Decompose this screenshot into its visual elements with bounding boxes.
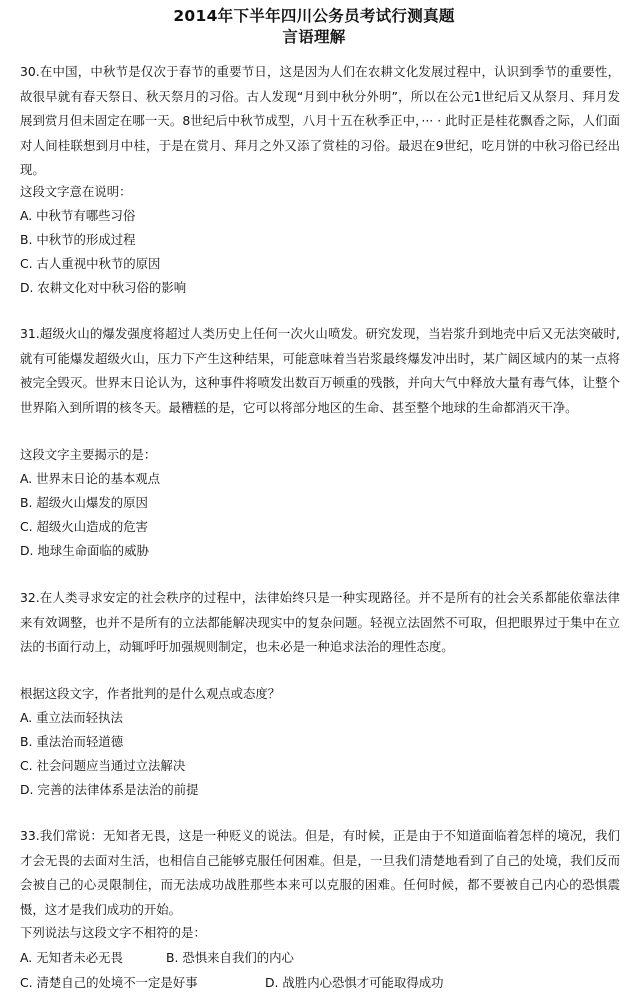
question-30-prompt: 这段文字意在说明： xyxy=(20,184,132,199)
question-33-option-c: C. 清楚自己的处境不一定是好事 xyxy=(20,975,198,990)
question-31-option-c: C. 超级火山造成的危害 xyxy=(20,519,149,534)
question-31-passage: 31.超级火山的爆发强度将超过人类历史上任何一次火山喷发。研究发现，当岩浆升到地壳中后又无法突破时,就有可能爆发超级火山，压力下产生这种结果，可能意味着当岩浆最终爆发冲出时，某广阔区域内的某一点将被完全毁灭。世界末日论认为，这种事件将喷发出数百万顿重的残骸，并向大气中释放大量有毒气体，让整个世界陷入到所谓的核冬天。最糟糕的是，它可以将部分地区的生命、甚至整个地球的生命都消灭干净。 xyxy=(20,326,620,415)
question-31-prompt: 这段文字主要揭示的是： xyxy=(20,447,157,462)
question-33-option-d: D. 战胜内心恐惧才可能取得成功 xyxy=(265,975,444,990)
document-title: 2014年下半年四川公务员考试行测真题 xyxy=(173,7,455,25)
question-30-option-b: B. 中秋节的形成过程 xyxy=(20,232,136,247)
question-32-option-a: A. 重立法而轻执法 xyxy=(20,710,123,725)
question-33-passage: 33.我们常说：无知者无畏，这是一种贬义的说法。但是，有时候，正是由于不知道面临着怎样的境况，我们才会无畏的去面对生活，也相信自己能够克服任何困难。但是，一旦我们清楚地看到了自己的处境，我们反而会被自己的心灵限制住，而无法成功战胜那些本来可以克服的困难。任何时候，都不要被自己内心的恐惧震慑，这才是我们成功的开始。 xyxy=(20,828,620,917)
question-32-prompt: 根据这段文字，作者批判的是什么观点或态度？ xyxy=(20,686,281,701)
question-33-option-a: A. 无知者未必无畏 xyxy=(20,950,123,965)
question-30-option-a: A. 中秋节有哪些习俗 xyxy=(20,208,136,223)
document-subtitle: 言语理解 xyxy=(282,28,346,46)
question-31-option-d: D. 地球生命面临的威胁 xyxy=(20,543,149,558)
question-30-option-c: C. 古人重视中秋节的原因 xyxy=(20,256,161,271)
question-32-option-d: D. 完善的法律体系是法治的前提 xyxy=(20,782,199,797)
question-30-passage: 30.在中国，中秋节是仅次于春节的重要节日，这是因为人们在农耕文化发展过程中，认识到季节的重要性，故很早就有春天祭日、秋天祭月的习俗。古人发现“月到中秋分外明”，所以在公元1世纪后又从祭月、拜月发展到赏月但未固定在哪一天。8世纪后中秋节成型，八月十五在秋季正中，··· · 此时正是桂花飘香之际，人们面对人间桂联想到月中桂，于是在赏月、拜月之外又添了赏桂的习俗。最迟在9世纪，吃月饼的中秋习俗已经出现。 xyxy=(20,64,620,178)
question-33-option-b: B. 恐惧来自我们的内心 xyxy=(166,950,294,965)
question-33-prompt: 下列说法与这段文字不相符的是： xyxy=(20,925,206,940)
question-31-option-a: A. 世界末日论的基本观点 xyxy=(20,471,161,486)
question-32-option-b: B. 重法治而轻道德 xyxy=(20,734,124,749)
question-30-option-d: D. 农耕文化对中秋习俗的影响 xyxy=(20,280,187,295)
question-31-option-b: B. 超级火山爆发的原因 xyxy=(20,495,148,510)
question-32-option-c: C. 社会问题应当通过立法解决 xyxy=(20,758,186,773)
question-32-passage: 32.在人类寻求安定的社会秩序的过程中，法律始终只是一种实现路径。并不是所有的社会关系都能依靠法律来有效调整，也并不是所有的立法都能解决现实中的复杂问题。轻视立法固然不可取，但把眼界过于集中在立法的书面行动上，动辄呼吁加强规则制定，也未必是一种追求法治的理性态度。 xyxy=(20,590,620,655)
